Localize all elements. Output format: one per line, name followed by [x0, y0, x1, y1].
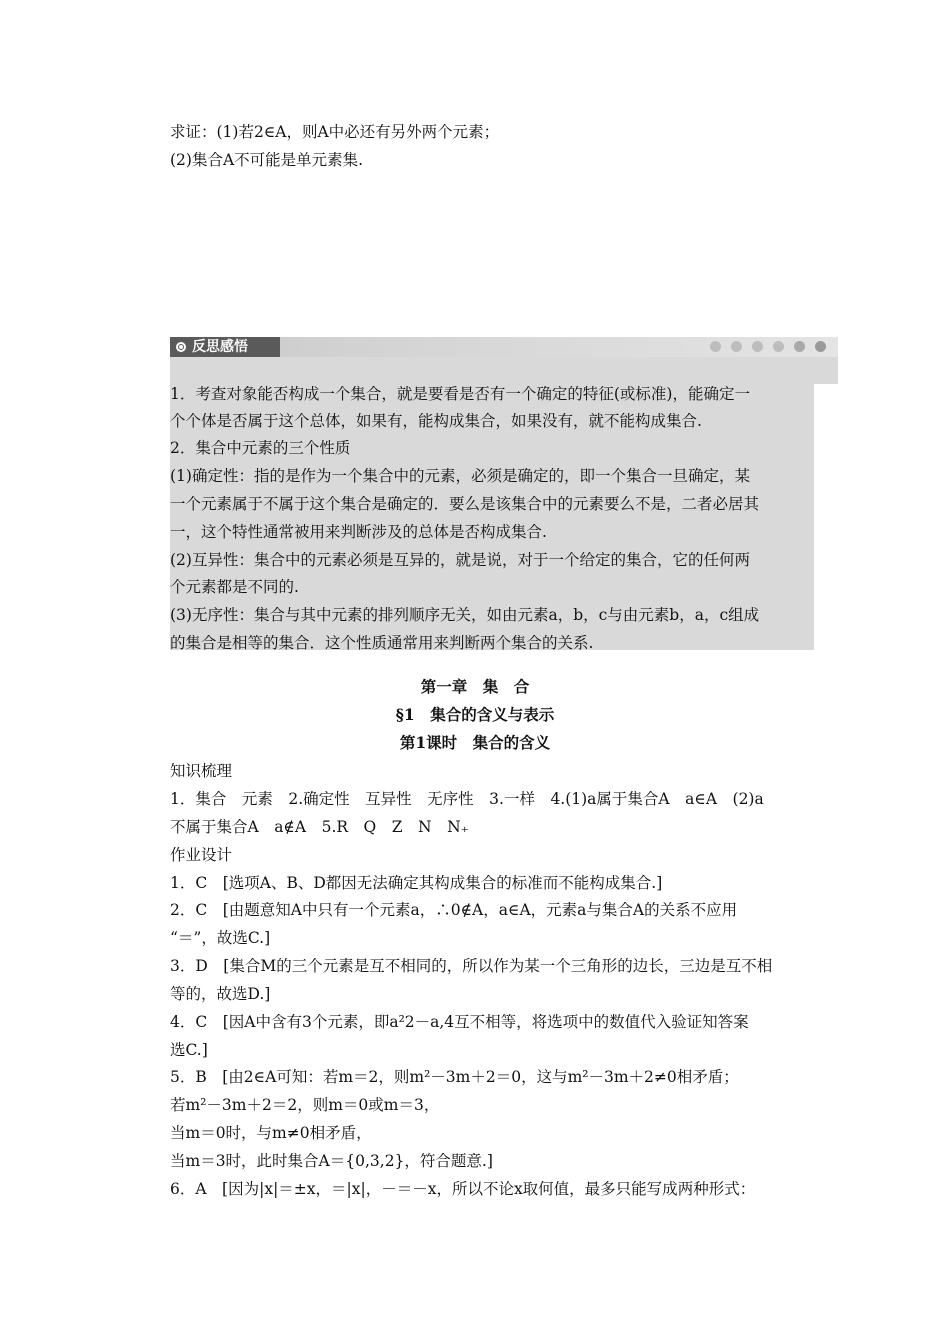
answer-line: 当m＝3时，此时集合A＝{0,3,2}，符合题意.]	[170, 1152, 493, 1170]
banner-dots	[710, 341, 826, 352]
answer-line: 等的，故选D.]	[170, 985, 271, 1003]
answer-line: 当m＝0时，与m≠0相矛盾，	[170, 1124, 372, 1142]
reflection-line: (3)无序性：集合与其中元素的排列顺序无关，如由元素a，b，c与由元素b，a，c组成	[170, 606, 760, 624]
dot-icon	[710, 341, 721, 352]
reflection-line: 2．集合中元素的三个性质	[170, 439, 351, 457]
reflection-line: 的集合是相等的集合．这个性质通常用来判断两个集合的关系.	[170, 634, 594, 652]
answer-line: 若m²－3m＋2＝2，则m＝0或m＝3，	[170, 1096, 440, 1114]
answer-line: 1．C [选项A、B、D都因无法确定其构成集合的标准而不能构成集合.]	[170, 874, 663, 892]
answer-line: 不属于集合A a∉A 5.R Q Z N N₊	[170, 818, 469, 836]
answer-line: 5．B [由2∈A可知：若m＝2，则m²－3m＋2＝0，这与m²－3m＋2≠0相矛盾；	[170, 1068, 739, 1086]
reflection-line: 个元素都是不同的.	[170, 578, 299, 596]
reflection-title-text: 反思感悟	[192, 339, 248, 355]
reflection-line: 个个体是否属于这个总体，如果有，能构成集合，如果没有，就不能构成集合.	[170, 412, 702, 430]
reflection-banner	[170, 337, 838, 357]
chapter-title: 第一章 集 合	[420, 677, 530, 696]
dot-icon	[731, 341, 742, 352]
reflection-box-tab	[814, 357, 838, 384]
answer-line: 知识梳理	[170, 762, 233, 780]
reflection-line: (2)互异性：集合中的元素必须是互异的，就是说，对于一个给定的集合，它的任何两	[170, 551, 750, 569]
section-title: §1 集合的含义与表示	[395, 705, 555, 724]
dot-icon	[815, 341, 826, 352]
target-icon	[176, 342, 186, 352]
dot-icon	[752, 341, 763, 352]
dot-icon	[773, 341, 784, 352]
proof-line-2: (2)集合A不可能是单元素集.	[170, 151, 364, 169]
proof-line-1: 求证：(1)若2∈A，则A中必还有另外两个元素；	[170, 123, 500, 141]
answer-line: “＝”，故选C.]	[170, 929, 271, 947]
lesson-title: 第1课时 集合的含义	[399, 733, 551, 752]
reflection-title	[170, 337, 280, 357]
answer-line: 选C.]	[170, 1041, 208, 1059]
answer-line: 6．A [因为|x|＝±x，＝|x|，－＝－x，所以不论x取何值，最多只能写成两种形式：	[170, 1180, 756, 1198]
dot-icon	[794, 341, 805, 352]
answer-line: 作业设计	[170, 846, 233, 864]
reflection-line: 一个元素属于不属于这个集合是确定的．要么是该集合中的元素要么不是，二者必居其	[170, 495, 760, 513]
answer-line: 4．C [因A中含有3个元素，即a²2－a,4互不相等，将选项中的数值代入验证知答案	[170, 1013, 749, 1031]
reflection-line: 1．考查对象能否构成一个集合，就是要看是否有一个确定的特征(或标准)，能确定一	[170, 385, 750, 403]
answer-line: 2．C [由题意知A中只有一个元素a，∴0∉A，a∈A，元素a与集合A的关系不应用	[170, 901, 738, 919]
reflection-line: (1)确定性：指的是作为一个集合中的元素，必须是确定的，即一个集合一旦确定，某	[170, 467, 750, 485]
answer-line: 3．D [集合M的三个元素是互不相同的，所以作为某一个三角形的边长，三边是互不相	[170, 957, 773, 975]
reflection-line: 一，这个特性通常被用来判断涉及的总体是否构成集合.	[170, 523, 547, 541]
answer-line: 1．集合 元素 2.确定性 互异性 无序性 3.一样 4.(1)a属于集合A a∈A (2)a	[170, 790, 764, 808]
